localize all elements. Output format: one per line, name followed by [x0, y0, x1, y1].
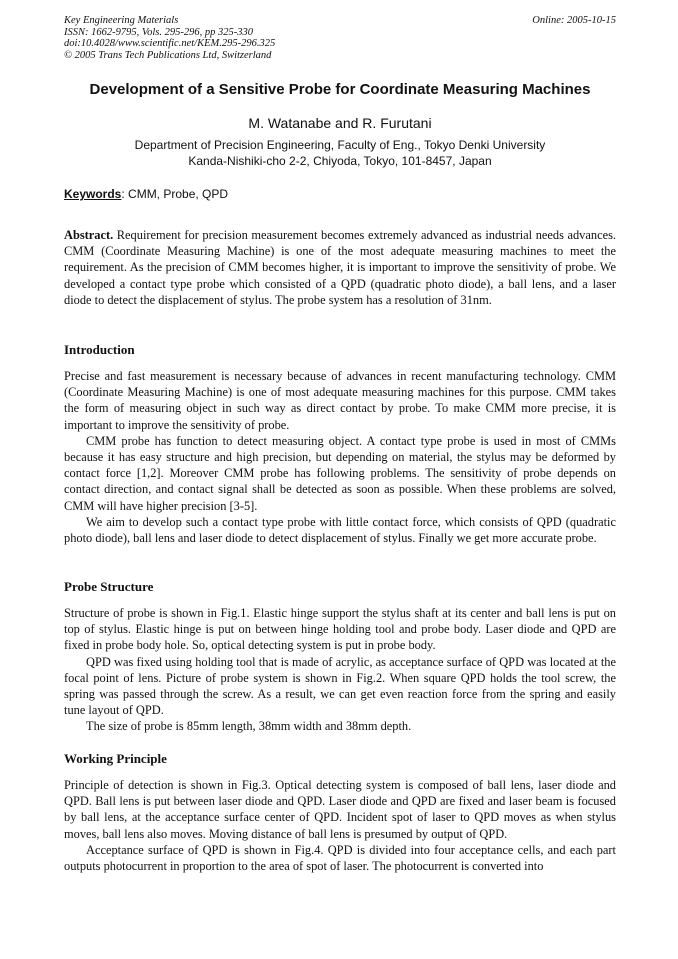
- affiliation: [40, 138, 640, 169]
- paragraph: QPD was fixed using holding tool that is made of acrylic, as acceptance surface of QPD was located at the focal point of lens. Picture of probe system is shown in Fig.2. When square QPD holds the tool screw, the spring was passed through the screw. As a result, we can get even reaction force from the spring and easily tune layout of QPD.: [64, 654, 616, 718]
- online-date: Online: 2005-10-15: [532, 15, 616, 26]
- issn-line: ISSN: 1662-9795, Vols. 295-296, pp 325-330: [64, 26, 253, 38]
- authors: M. Watanabe and R. Furutani: [248, 115, 432, 131]
- keywords-label: Keywords: [64, 187, 122, 201]
- section-probe-structure: [64, 579, 616, 735]
- section-heading: Introduction: [64, 342, 135, 357]
- section-introduction: [64, 342, 616, 546]
- paragraph: Acceptance surface of QPD is shown in Fig.4. QPD is divided into four acceptance cells, and each part outputs photocurrent in proportion to the area of spot of laser. The photocurrent is converted into: [64, 842, 616, 874]
- journal-name: Key Engineering Materials: [64, 15, 179, 26]
- journal-header: [64, 15, 616, 61]
- paper-title: Development of a Sensitive Probe for Coordinate Measuring Machines: [89, 81, 591, 98]
- paragraph: Structure of probe is shown in Fig.1. Elastic hinge support the stylus shaft at its center and ball lens is put on top of stylus. Elastic hinge is put on between hinge holding tool and probe body. Laser diode and QPD are fixed in probe body hole. So, optical detecting system is put in probe body.: [64, 606, 616, 653]
- abstract-label: Abstract.: [64, 228, 114, 242]
- copyright-line: © 2005 Trans Tech Publications Ltd, Switzerland: [64, 49, 272, 61]
- doi-line[interactable]: doi:10.4028/www.scientific.net/KEM.295-296.325: [64, 38, 276, 50]
- abstract-text: Requirement for precision measurement becomes extremely advanced as industrial needs advances. CMM (Coordinate Measuring Machine) is one of the most adequate measuring machines to meet the requirement. As the precision of CMM becomes higher, it is important to improve the sensitivity of probe. We developed a contact type probe which consisted of a QPD (quadratic photo diode), a ball lens, and a laser diode to detect the displacement of stylus. The probe system has a resolution of 31nm.: [64, 228, 616, 307]
- affiliation-line-1: Department of Precision Engineering, Faculty of Eng., Tokyo Denki University: [134, 138, 546, 152]
- section-heading: Working Principle: [64, 751, 167, 766]
- section-working-principle: [64, 751, 616, 874]
- paragraph: We aim to develop such a contact type probe with little contact force, which consists of QPD (quadratic photo diode), ball lens and laser diode to detect displacement of stylus. Finally we get more accurate probe.: [64, 514, 616, 546]
- keywords-values: : CMM, Probe, QPD: [121, 187, 229, 201]
- paragraph: The size of probe is 85mm length, 38mm width and 38mm depth.: [86, 719, 412, 734]
- keywords: [64, 187, 616, 201]
- section-heading: Probe Structure: [64, 579, 154, 594]
- paragraph: CMM probe has function to detect measuring object. A contact type probe is used in most of CMMs because it has easy structure and high precision, but depending on material, the stylus may be deformed by contact force [1,2]. Moreover CMM probe has following problems. The sensitivity of probe depends on contact direction, and contact signal shall be detected as soon as possible. When these problems are solved, CMM will have higher precision [3-5].: [64, 433, 616, 513]
- paragraph: Precise and fast measurement is necessary because of advances in recent manufacturing technology. CMM (Coordinate Measuring Machine) is one of most adequate measuring machines for this purpose. CMM takes the form of measuring object in such way as direct contact by probe. To make CMM more precise, it is important to improve the sensitivity of probe.: [64, 369, 616, 432]
- paragraph: Principle of detection is shown in Fig.3. Optical detecting system is composed of ball lens, laser diode and QPD. Ball lens is put between laser diode and QPD. Laser diode and QPD are fixed and laser beam is focused by ball lens, at the acceptance surface center of QPD. Incident spot of laser to QPD moves as when stylus moves, ball lens also moves. Moving distance of ball lens is presumed by output of QPD.: [64, 778, 616, 841]
- abstract: [64, 227, 616, 308]
- affiliation-line-2: Kanda-Nishiki-cho 2-2, Chiyoda, Tokyo, 101-8457, Japan: [188, 153, 492, 168]
